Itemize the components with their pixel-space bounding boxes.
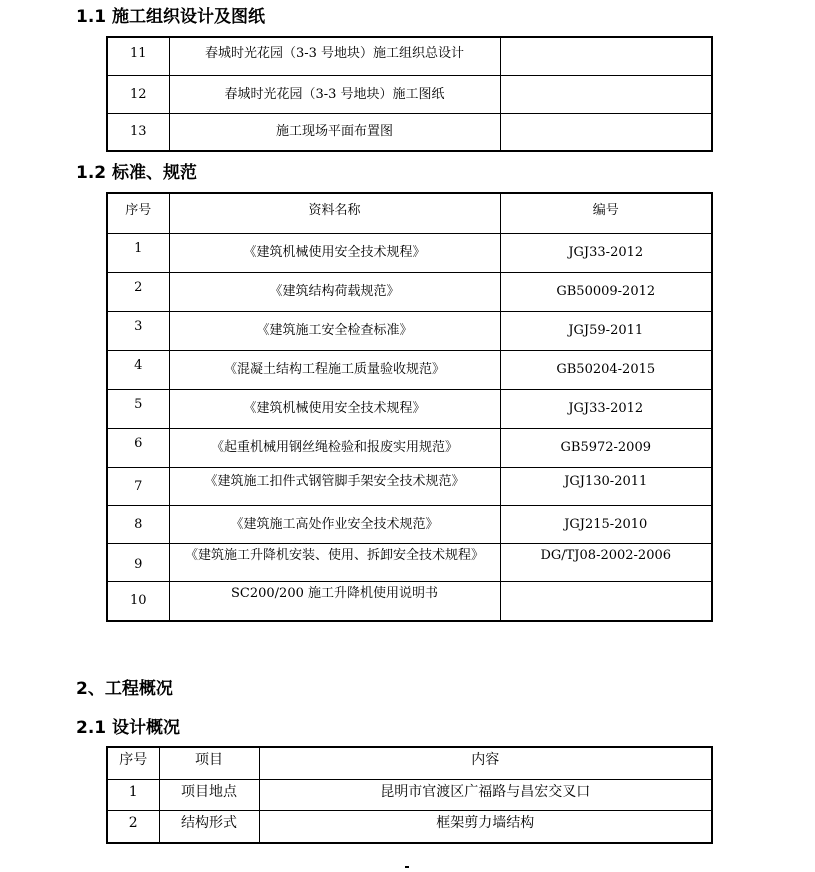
standard-name: 《建筑施工扣件式钢管脚手架安全技术规范》 [169, 467, 500, 505]
row-number: 6 [107, 428, 169, 467]
header-number: 序号 [107, 747, 159, 779]
standard-name: 《建筑施工安全检查标准》 [169, 311, 500, 350]
table-row [107, 581, 712, 621]
header-code: 编号 [500, 193, 712, 233]
row-number: 4 [107, 350, 169, 389]
standard-code: JGJ215-2010 [500, 505, 712, 543]
standard-name: 《建筑施工高处作业安全技术规范》 [169, 505, 500, 543]
standard-name: 《建筑机械使用安全技术规程》 [169, 233, 500, 272]
document-code [500, 113, 712, 151]
row-number: 1 [107, 779, 159, 810]
row-number: 2 [107, 272, 169, 311]
row-number: 11 [107, 37, 169, 75]
standard-name: 《建筑施工升降机安装、使用、拆卸安全技术规程》 [169, 543, 500, 581]
standard-code: DG/TJ08-2002-2006 [500, 543, 712, 581]
row-number: 12 [107, 75, 169, 113]
header-content: 内容 [259, 747, 712, 779]
document-name: 春城时光花园（3-3 号地块）施工组织总设计 [169, 37, 500, 75]
standard-code: JGJ130-2011 [500, 467, 712, 505]
page-footer-mark [405, 866, 409, 868]
document-name: 春城时光花园（3-3 号地块）施工图纸 [169, 75, 500, 113]
standard-code: JGJ33-2012 [500, 389, 712, 428]
standard-name: SC200/200 施工升降机使用说明书 [169, 581, 500, 621]
table-row [107, 113, 712, 151]
item-name: 结构形式 [159, 810, 259, 843]
document-name: 施工现场平面布置图 [169, 113, 500, 151]
header-name: 资料名称 [169, 193, 500, 233]
document-code [500, 37, 712, 75]
header-item: 项目 [159, 747, 259, 779]
standard-code [500, 581, 712, 621]
table-row [107, 467, 712, 505]
item-content: 昆明市官渡区广福路与昌宏交叉口 [259, 779, 712, 810]
row-number: 2 [107, 810, 159, 843]
section-1-1-title: 1.1 施工组织设计及图纸 [76, 7, 266, 27]
standard-name: 《混凝土结构工程施工质量验收规范》 [169, 350, 500, 389]
row-number: 3 [107, 311, 169, 350]
header-number: 序号 [107, 193, 169, 233]
row-number: 1 [107, 233, 169, 272]
document-code [500, 75, 712, 113]
standard-code: JGJ33-2012 [500, 233, 712, 272]
row-number: 5 [107, 389, 169, 428]
table-row [107, 350, 712, 389]
section-2-1-title: 2.1 设计概况 [76, 718, 181, 738]
item-content: 框架剪力墙结构 [259, 810, 712, 843]
table-row [107, 543, 712, 581]
table-row [107, 233, 712, 272]
table-row [107, 810, 712, 843]
standard-code: GB5972-2009 [500, 428, 712, 467]
row-number: 9 [107, 543, 169, 581]
table-row [107, 37, 712, 75]
table-row [107, 389, 712, 428]
table-row [107, 779, 712, 810]
table-row [107, 505, 712, 543]
table-header-row [107, 747, 712, 779]
row-number: 10 [107, 581, 169, 621]
standard-name: 《起重机械用钢丝绳检验和报废实用规范》 [169, 428, 500, 467]
row-number: 13 [107, 113, 169, 151]
standards-table [106, 192, 713, 622]
row-number: 7 [107, 467, 169, 505]
table-row [107, 428, 712, 467]
table-row [107, 272, 712, 311]
section-1-2-title: 1.2 标准、规范 [76, 163, 198, 183]
table-header-row [107, 193, 712, 233]
standard-code: GB50009-2012 [500, 272, 712, 311]
section-2-title: 2、工程概况 [76, 679, 173, 699]
standard-name: 《建筑结构荷载规范》 [169, 272, 500, 311]
standard-name: 《建筑机械使用安全技术规程》 [169, 389, 500, 428]
drawings-table [106, 36, 713, 152]
row-number: 8 [107, 505, 169, 543]
table-row [107, 75, 712, 113]
item-name: 项目地点 [159, 779, 259, 810]
standard-code: JGJ59-2011 [500, 311, 712, 350]
standard-code: GB50204-2015 [500, 350, 712, 389]
design-overview-table [106, 746, 713, 844]
table-row [107, 311, 712, 350]
